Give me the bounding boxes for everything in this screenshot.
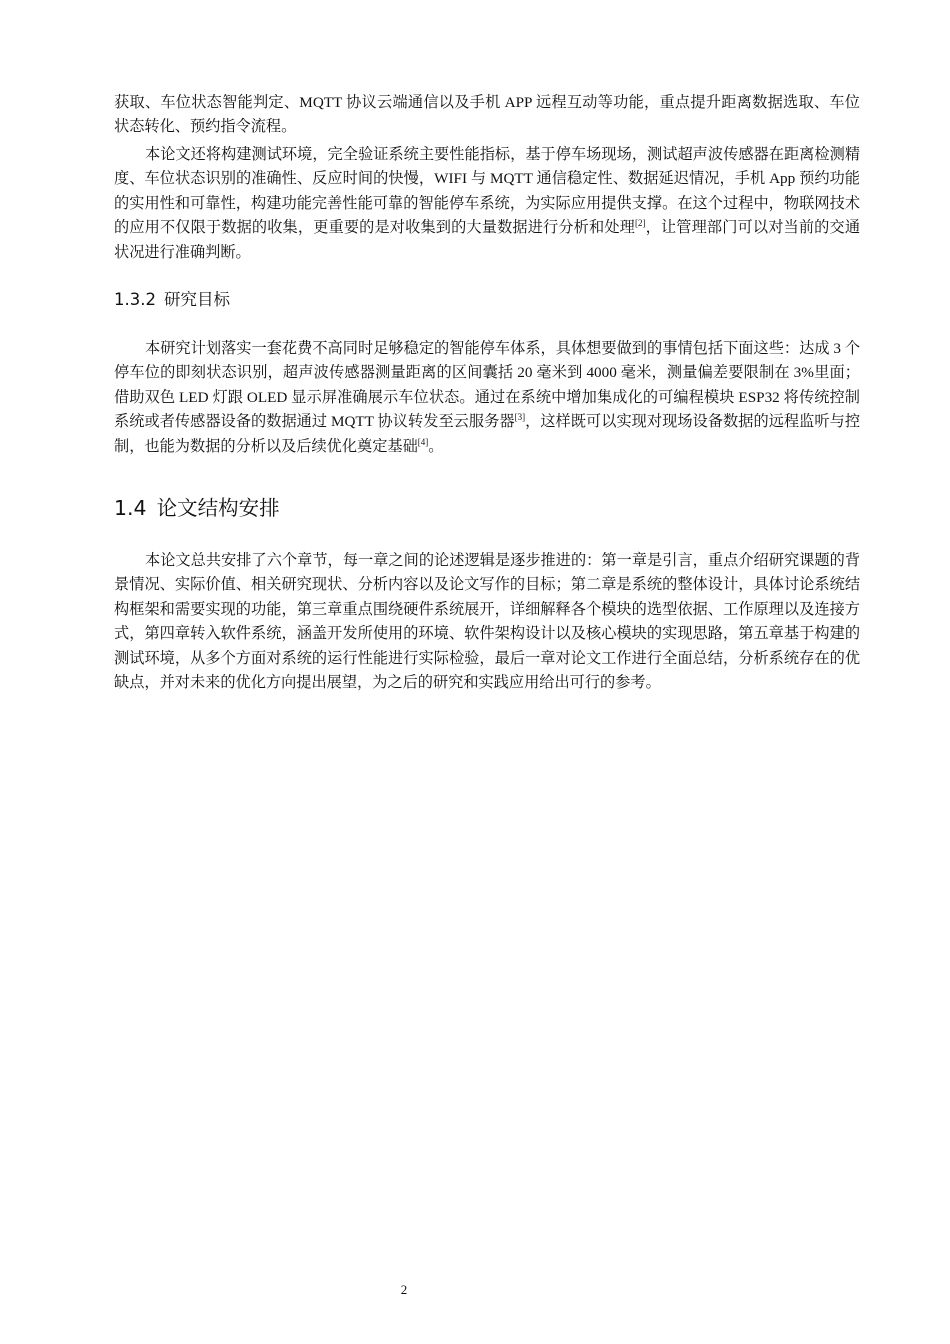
paragraph-text: ，这样既可以实现对现场设备数据的远程监听与控制，也能为数据的分析以及后续优化奠定基础 <box>114 413 861 455</box>
paragraph-text: 获取、车位状态智能判定、MQTT 协议云端通信以及手机 APP 远程互动等功能，重点提升距离数据选取、车位状态转化、预约指令流程。 <box>114 94 860 136</box>
citation-ref-2: [2] <box>634 218 646 229</box>
section-number: 1.4 <box>114 496 147 520</box>
paragraph-test-environment <box>114 143 860 265</box>
paragraph-text: 本论文还将构建测试环境，完全验证系统主要性能指标，基于停车场现场，测试超声波传感器在距离检测精度、车位状态识别的准确性、反应时间的快慢，WIFI 与 MQTT 通信稳定性、数据延迟情况，手机 App 预约功能的实用性和可靠性，构建功能完善性能可靠的智能停车系统，为实际应用提供支撑。在这个过程中，物联网技术的应用不仅限于数据的收集，更重要的是对收集到的大量数据进行分析和处理 <box>114 146 860 237</box>
section-title: 论文结构安排 <box>156 496 280 520</box>
paragraph-continuation <box>114 91 860 140</box>
section-heading-1-4 <box>114 494 280 522</box>
citation-ref-3: [3] <box>514 412 526 423</box>
paragraph-text: ，让管理部门可以对当前的交通状况进行准确判断。 <box>114 219 861 261</box>
citation-ref-4: [4] <box>417 436 429 447</box>
paragraph-text: 本论文总共安排了六个章节，每一章之间的论述逻辑是逐步推进的：第一章是引言，重点介绍研究课题的背景情况、实际价值、相关研究现状、分析内容以及论文写作的目标；第二章是系统的整体设计，具体讨论系统结构框架和需要实现的功能，第三章重点围绕硬件系统展开，详细解释各个模块的选型依据、工作原理以及连接方式，第四章转入软件系统，涵盖开发所使用的环境、软件架构设计以及核心模块的实现思路，第五章基于构建的测试环境，从多个方面对系统的运行性能进行实际检验，最后一章对论文工作进行全面总结，分析系统存在的优缺点，并对未来的优化方向提出展望，为之后的研究和实践应用给出可行的参考。 <box>114 552 860 692</box>
paragraph-text: 。 <box>428 437 444 455</box>
paragraph-research-goals <box>114 337 860 459</box>
paragraph-thesis-structure <box>114 549 860 695</box>
page-number: 2 <box>400 1282 408 1297</box>
section-title: 研究目标 <box>163 290 230 309</box>
paragraph-text: 本研究计划落实一套花费不高同时足够稳定的智能停车体系，具体想要做到的事情包括下面这些：达成 3 个停车位的即刻状态识别，超声波传感器测量距离的区间囊括 20 毫米到 4000 毫米，测量偏差要限制在 3%里面；借助双色 LED 灯跟 OLED 显示屏准确展示车位状态。通过在系统中增加集成化的可编程模块 ESP32 将传统控制系统或者传感器设备的数据通过 MQTT 协议转发至云服务器 <box>114 340 860 431</box>
section-heading-1-3-2 <box>114 289 230 311</box>
section-number: 1.3.2 <box>114 290 156 309</box>
